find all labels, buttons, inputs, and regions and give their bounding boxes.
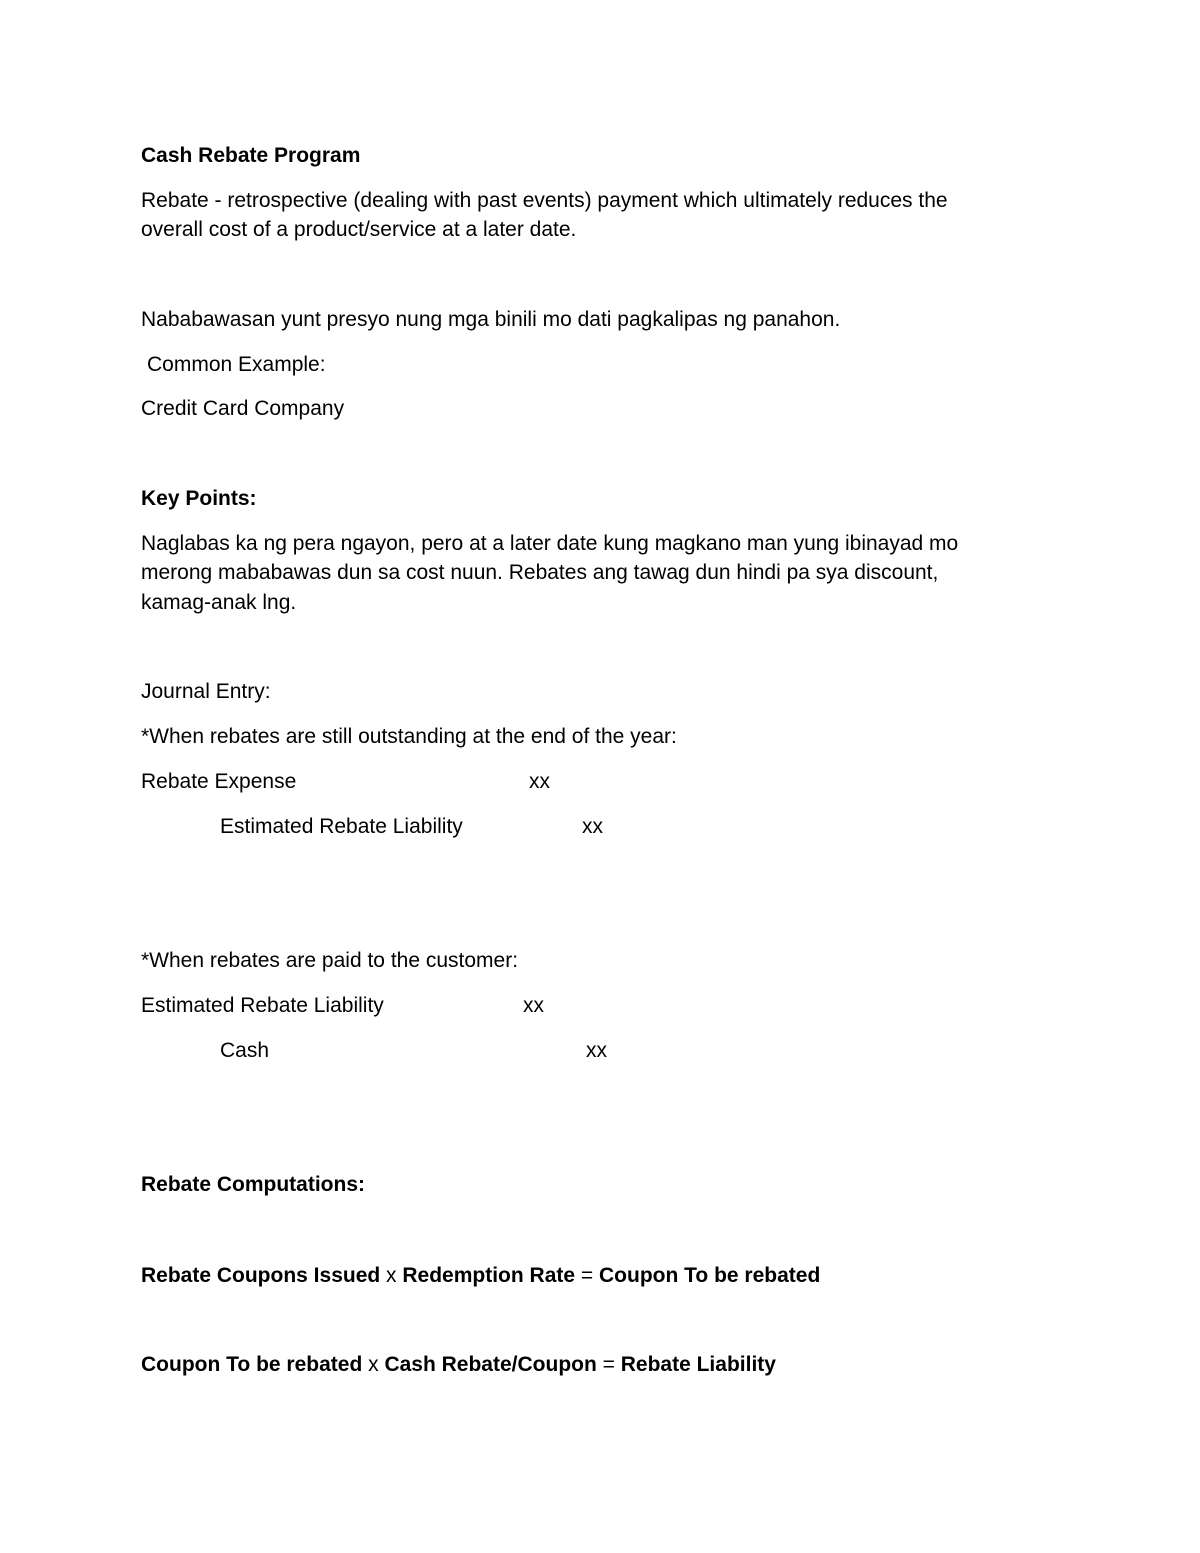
entry1-credit-account: Estimated Rebate Liability [220,815,463,838]
key-points-line-1: Naglabas ka ng pera ngayon, pero at a later date kung magkano man yung ibinayad mo [141,532,959,555]
entry2-debit-amount: xx [523,994,544,1017]
entry1-condition: *When rebates are still outstanding at the end of the year: [141,725,677,748]
entry1-credit-amount: xx [582,815,603,838]
entry2-condition: *When rebates are paid to the customer: [141,949,519,972]
formula-1-operator-times: x [380,1264,403,1287]
definition-line-1: Rebate - retrospective (dealing with past events) payment which ultimately reduces the [141,189,948,212]
entry1-debit-amount: xx [529,770,550,793]
key-points-line-2: merong mababawas dun sa cost nuun. Rebates ang tawag dun hindi pa sya discount, [141,561,939,584]
tagalog-note: Nababawasan yunt presyo nung mga binili mo dati pagkalipas ng panahon. [141,308,841,331]
journal-entry-label: Journal Entry: [141,680,271,703]
definition-line-2: overall cost of a product/service at a later date. [141,218,577,241]
formula-1-operator-equals: = [575,1264,599,1287]
formula-2-result: Rebate Liability [620,1353,776,1376]
formula-2-term-1: Coupon To be rebated [141,1353,363,1376]
entry1-debit-account: Rebate Expense [141,770,297,793]
entry2-credit-account: Cash [220,1039,270,1062]
key-points-heading: Key Points: [141,487,257,510]
formula-2 [141,1350,776,1379]
common-example-label: Common Example: [147,353,326,376]
formula-1 [141,1261,820,1290]
formula-2-term-2: Cash Rebate/Coupon [384,1353,597,1376]
formula-2-operator-times: x [362,1353,385,1376]
formula-1-term-2: Redemption Rate [402,1264,576,1287]
doc-title: Cash Rebate Program [141,144,361,167]
common-example-value: Credit Card Company [141,397,345,420]
entry2-debit-account: Estimated Rebate Liability [141,994,384,1017]
entry2-credit-amount: xx [586,1039,607,1062]
formula-1-result: Coupon To be rebated [599,1264,821,1287]
formula-1-term-1: Rebate Coupons Issued [141,1264,381,1287]
formula-2-operator-equals: = [596,1353,621,1376]
computations-heading: Rebate Computations: [141,1173,366,1196]
key-points-line-3: kamag-anak lng. [141,591,297,614]
